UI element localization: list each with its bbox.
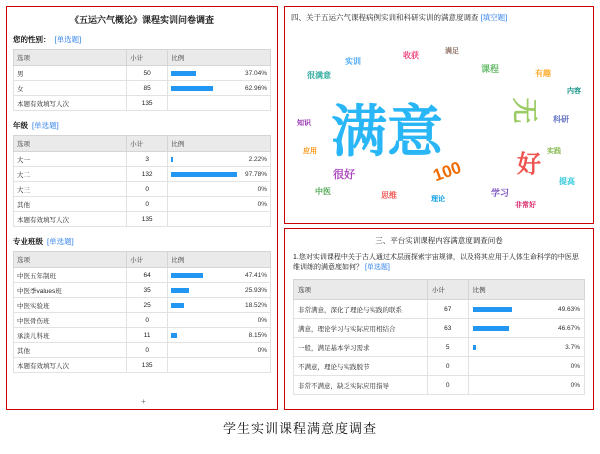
table-row <box>14 167 271 182</box>
option-bar-cell <box>168 283 271 298</box>
option-bar-cell <box>168 313 271 328</box>
bar-fill <box>171 71 196 76</box>
bar-fill <box>171 273 202 278</box>
option-count: 0 <box>427 357 468 376</box>
table-row <box>294 300 585 319</box>
wordcloud-question-type: [填空题] <box>480 13 508 22</box>
bar-fill <box>171 157 172 162</box>
option-count: 67 <box>427 300 468 319</box>
option-count: 64 <box>127 268 168 283</box>
cloud-word: 有趣 <box>535 69 551 78</box>
option-count: 25 <box>127 298 168 313</box>
cloud-word: 100 <box>430 157 464 186</box>
bar-track <box>171 157 238 162</box>
bar-fill <box>473 326 510 331</box>
option-bar-cell <box>168 182 271 197</box>
col-count: 小计 <box>127 50 168 66</box>
total-bar-cell <box>168 212 271 227</box>
option-label: 其他 <box>14 343 127 358</box>
option-label: 中医五年制班 <box>14 268 127 283</box>
table-row <box>14 152 271 167</box>
option-percent: 3.7% <box>565 343 580 351</box>
option-label: 满意，理论学习与实际应用相结合 <box>294 319 428 338</box>
option-count: 0 <box>127 343 168 358</box>
option-label: 大三 <box>14 182 127 197</box>
option-bar-cell <box>168 343 271 358</box>
results-table-grade <box>13 135 271 227</box>
cloud-word: 收获 <box>403 51 419 60</box>
table-row <box>294 376 585 395</box>
bar-track <box>171 187 238 192</box>
option-bar-cell <box>168 328 271 343</box>
question-header-class <box>7 233 277 249</box>
total-count: 135 <box>127 96 168 111</box>
satisfaction-results-table <box>293 279 585 395</box>
option-percent: 97.78% <box>244 170 267 178</box>
table-row <box>14 283 271 298</box>
option-bar-cell <box>168 268 271 283</box>
wordcloud-heading-text: 四、关于五运六气课程病例实训和科研实训的满意度调查 <box>291 13 479 22</box>
satisfaction-question <box>285 251 593 277</box>
question-type: [单选题] <box>47 237 74 246</box>
option-percent: 8.15% <box>248 331 267 339</box>
option-bar-cell <box>168 81 271 96</box>
option-count: 11 <box>127 328 168 343</box>
question-text: 您的性别： <box>13 35 51 44</box>
option-count: 50 <box>127 66 168 81</box>
option-count: 63 <box>427 319 468 338</box>
option-bar-cell <box>468 376 584 395</box>
option-label: 非常满意，深化了理论与实践的联系 <box>294 300 428 319</box>
option-percent: 46.67% <box>557 324 580 332</box>
col-count: 小计 <box>127 136 168 152</box>
bar-track <box>171 318 238 323</box>
question-text: 年级 <box>13 121 28 130</box>
cloud-word: 提高 <box>559 177 575 186</box>
option-count: 0 <box>127 313 168 328</box>
table-row <box>14 328 271 343</box>
satisfaction-title: 三、平台实训课程内容满意度调查问卷 <box>375 236 503 245</box>
cloud-word: 非常好 <box>515 202 536 209</box>
bar-track <box>171 303 238 308</box>
option-label: 男 <box>14 66 127 81</box>
col-percent: 比例 <box>168 136 271 152</box>
option-bar-cell <box>168 197 271 212</box>
table-row <box>14 66 271 81</box>
option-bar-cell <box>168 167 271 182</box>
option-label: 中医骨伤班 <box>14 313 127 328</box>
table-total-row <box>14 212 271 227</box>
table-row <box>14 197 271 212</box>
option-bar-cell <box>468 319 584 338</box>
option-percent: 37.04% <box>244 69 267 77</box>
option-percent: 47.41% <box>244 271 267 279</box>
option-bar-cell <box>168 66 271 81</box>
option-percent: 0% <box>570 381 580 389</box>
col-option: 选项 <box>14 136 127 152</box>
option-percent: 0% <box>257 200 267 208</box>
col-percent: 比例 <box>168 252 271 268</box>
table-header-row <box>294 280 585 300</box>
cloud-word: 实践 <box>547 148 561 155</box>
question-type: [单选题] <box>54 35 82 44</box>
cloud-word: 应用 <box>303 148 317 155</box>
cloud-word: 满意 <box>331 100 443 163</box>
total-count: 135 <box>127 358 168 373</box>
satisfaction-question-type: [单选题] <box>364 264 390 272</box>
option-percent: 18.52% <box>244 301 267 309</box>
question-header-grade <box>7 117 277 133</box>
option-bar-cell <box>468 338 584 357</box>
option-percent: 25.93% <box>244 286 267 294</box>
figure-caption: 学生实训课程满意度调查 <box>222 421 377 436</box>
results-table-class <box>13 251 271 373</box>
option-percent: 0% <box>257 316 267 324</box>
option-label: 一般，满足基本学习需求 <box>294 338 428 357</box>
bar-track <box>171 288 238 293</box>
results-table-gender <box>13 49 271 111</box>
total-count: 135 <box>127 212 168 227</box>
col-percent: 比例 <box>168 50 271 66</box>
bar-track <box>171 348 238 353</box>
bar-track <box>473 326 551 331</box>
question-header-gender <box>7 31 277 47</box>
bar-track <box>171 172 238 177</box>
cloud-word: 很满意 <box>307 71 331 80</box>
table-row <box>294 357 585 376</box>
table-header-row <box>14 136 271 152</box>
option-count: 85 <box>127 81 168 96</box>
table-header-row <box>14 50 271 66</box>
bar-fill <box>473 345 476 350</box>
option-bar-cell <box>168 298 271 313</box>
cloud-word: 课程 <box>481 64 500 74</box>
cloud-word: 很好 <box>333 169 355 181</box>
option-percent: 0% <box>257 346 267 354</box>
bar-track <box>473 383 551 388</box>
option-count: 5 <box>427 338 468 357</box>
option-count: 0 <box>127 197 168 212</box>
option-label: 其他 <box>14 197 127 212</box>
total-label: 本题有效填写人次 <box>14 358 127 373</box>
option-percent: 2.22% <box>248 155 267 163</box>
cloud-word: 实训 <box>345 57 361 66</box>
cloud-word: 满足 <box>445 48 459 55</box>
bar-fill <box>171 172 236 177</box>
option-count: 132 <box>127 167 168 182</box>
bar-fill <box>171 86 213 91</box>
satisfaction-question-text: 1.您对实训课程中关于古人通过术层面探索宇宙规律，以及将其应用于人体生命科学的中医思维训练的满意度如何？ <box>293 254 579 272</box>
option-bar-cell <box>168 152 271 167</box>
option-label: 女 <box>14 81 127 96</box>
option-label: 不满意，理论与实践脱节 <box>294 357 428 376</box>
bar-fill <box>473 307 512 312</box>
total-label: 本题有效填写人次 <box>14 212 127 227</box>
option-bar-cell <box>468 300 584 319</box>
table-row <box>14 343 271 358</box>
bar-track <box>171 86 238 91</box>
cloud-word: 学习 <box>491 188 510 198</box>
table-row <box>14 268 271 283</box>
bar-fill <box>171 303 184 308</box>
option-percent: 0% <box>570 362 580 370</box>
option-percent: 62.96% <box>244 84 267 92</box>
total-bar-cell <box>168 358 271 373</box>
bar-track <box>473 307 551 312</box>
option-label: 中医实验班 <box>14 298 127 313</box>
bar-fill <box>171 288 188 293</box>
option-percent: 49.63% <box>557 305 580 313</box>
col-count: 小计 <box>427 280 468 300</box>
bar-track <box>171 273 238 278</box>
table-total-row <box>14 358 271 373</box>
wordcloud-heading <box>285 7 593 26</box>
bar-track <box>171 71 238 76</box>
option-count: 35 <box>127 283 168 298</box>
cloud-word: 无 <box>509 97 540 124</box>
left-survey-panel <box>6 6 278 410</box>
bar-fill <box>171 333 176 338</box>
table-total-row <box>14 96 271 111</box>
col-option: 选项 <box>14 252 127 268</box>
table-header-row <box>14 252 271 268</box>
cloud-word: 科研 <box>553 115 569 124</box>
col-option: 选项 <box>14 50 127 66</box>
table-row <box>14 313 271 328</box>
cloud-word: 好 <box>517 151 541 178</box>
cloud-word: 内容 <box>567 88 581 95</box>
table-row <box>294 319 585 338</box>
option-bar-cell <box>468 357 584 376</box>
option-label: 大一 <box>14 152 127 167</box>
bar-track <box>171 333 238 338</box>
wordcloud-canvas <box>285 26 593 212</box>
table-row <box>14 81 271 96</box>
option-label: 大二 <box>14 167 127 182</box>
table-row <box>14 298 271 313</box>
option-percent: 0% <box>257 185 267 193</box>
bar-track <box>473 364 551 369</box>
bar-track <box>473 345 551 350</box>
option-count: 0 <box>427 376 468 395</box>
cloud-word: 思维 <box>381 191 397 200</box>
col-count: 小计 <box>127 252 168 268</box>
table-row <box>14 182 271 197</box>
option-count: 0 <box>127 182 168 197</box>
col-option: 选项 <box>294 280 428 300</box>
option-count: 3 <box>127 152 168 167</box>
option-label: 承淡儿科班 <box>14 328 127 343</box>
cloud-word: 理论 <box>431 196 445 203</box>
cloud-word: 知识 <box>297 120 311 127</box>
total-label: 本题有效填写人次 <box>14 96 127 111</box>
question-text: 专业班级 <box>13 237 43 246</box>
question-type: [单选题] <box>32 121 59 130</box>
wordcloud-panel <box>284 6 594 224</box>
total-bar-cell <box>168 96 271 111</box>
table-row <box>294 338 585 357</box>
satisfaction-panel <box>284 228 594 410</box>
option-label: 中医季values班 <box>14 283 127 298</box>
col-percent: 比例 <box>468 280 584 300</box>
plus-icon: + <box>141 397 146 406</box>
survey-title: 《五运六气概论》课程实训问卷调查 <box>69 15 214 25</box>
bar-track <box>171 202 238 207</box>
option-label: 非常不满意，缺乏实际应用指导 <box>294 376 428 395</box>
cloud-word: 中医 <box>315 187 331 196</box>
